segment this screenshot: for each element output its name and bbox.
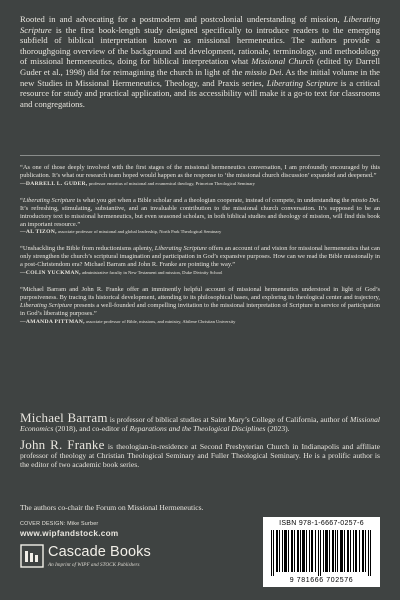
endorser-affiliation: administrative faculty in New Testament and mission, Duke Divinity School	[80, 270, 223, 276]
endorsement-quote: “Unshackling the Bible from reductionisms aplenty, Liberating Scripture offers an account of and vision for missional hermeneutics that can only strengthen the church’s scriptural imagination and participation in God’s expansive purposes. How can we read the Bible missionally in a post-Christendom era? Michael Barram and John R. Franke are pointing the way.”	[20, 245, 380, 269]
endorsement-quote: “Michael Barram and John R. Franke offer an imminently helpful account of missional hermeneutics understood in light of God’s purposiveness. By tracing its historical development, attending to its philosophical bases, and exploring its theological center and trajectory, Liberating Scripture presents a well-founded and compelling invitation to the missional interpretation of Scripture in service of participation in God’s liberating purposes.”	[20, 286, 380, 317]
book-description	[20, 14, 380, 109]
blurb-book-title: Liberating Scripture	[266, 77, 338, 88]
cascade-books-logo-icon	[20, 544, 44, 568]
isbn-barcode-digits: 9 781666 702576	[289, 577, 354, 584]
endorsement-tizon	[20, 197, 380, 237]
endorser-name: —COLIN YUCKMAN,	[20, 270, 81, 277]
publisher-url[interactable]: www.wipfandstock.com	[20, 529, 119, 538]
blurb-book-title: Liberating Scripture	[20, 14, 380, 35]
endorser-affiliation: professor emeritus of missional and ecumenical theology, Princeton Theological Seminary	[87, 180, 255, 186]
author-bios	[20, 411, 380, 474]
blurb-cited-title: Missional Church	[251, 56, 314, 67]
publisher-tagline: An Imprint of WIPF and STOCK Publishers	[48, 562, 140, 568]
endorsement-guder	[20, 164, 380, 188]
blurb-text: is a critical resource for study and practical application, and its accessibility will make it a go-to text for classrooms and congregations.	[20, 77, 380, 109]
blurb-text: is the first book-length study designed specifically to introduce readers to the emerging subfield of biblical interpretation known as missional hermeneutics. The authors provide a thoroughgoing overview of the background and development, rationale, terminology, and methodology of missional hermeneutics, doing for biblical interpretation what	[20, 24, 380, 67]
publisher-logo	[20, 542, 180, 580]
section-divider	[20, 155, 380, 156]
barcode	[269, 530, 374, 576]
endorser-name: —AMANDA PITTMAN,	[20, 318, 85, 325]
endorser-name: —DARRELL L. GUDER,	[20, 180, 88, 187]
co-chair-note: The authors co-chair the Forum on Missional Hermeneutics.	[20, 503, 204, 512]
book-title: Missional Economics	[20, 415, 380, 433]
endorsement-pittman	[20, 286, 380, 326]
endorsement-attribution	[20, 318, 380, 326]
author-bio-franke: John R. Franke is theologian-in-residence at Second Presbyterian Church in Indianapolis and affiliate professor of theology at Christian Theological Seminary and Fuller Theological Seminary. He is a prolific author is the editor of two academic book series.	[20, 437, 380, 469]
endorsement-quote: “Liberating Scripture is what you get when a Bible scholar and a theologian cooperate, instead of compete, in understanding the missio Dei. It’s refreshing, stimulating, substantive, and an invaluable contribution to the missional church conversation. It’s supposed to be an introductory text to missional hermeneutics, but even seasoned scholars, in both biblical studies and theology of mission, will find this book an important resource.”	[20, 196, 380, 228]
endorsements	[20, 164, 380, 335]
endorsement-attribution	[20, 228, 380, 236]
endorsement-yuckman	[20, 245, 380, 277]
publisher-name: Cascade Books	[48, 544, 151, 560]
endorsement-attribution	[20, 180, 380, 188]
blurb-text: Rooted in and advocating for a postmodern and postcolonial understanding of mission,	[20, 14, 344, 24]
isbn-barcode-box	[263, 517, 380, 587]
blurb-latin-term: missio Dei	[244, 66, 282, 77]
book-title: Reparations and the Theological Disciplines	[129, 424, 266, 433]
endorsement-quote: “As one of those deeply involved with the first stages of the missional hermeneutics conversation, I am profoundly encouraged by this publication. It’s what our research team hoped would happen as the response to ‘the missional church discussion’ expanded and deepened.”	[20, 164, 380, 179]
endorsement-attribution	[20, 269, 380, 277]
isbn-label: ISBN 978-1-6667-0257-6	[279, 520, 364, 527]
author-bio-barram: Michael Barram is professor of biblical studies at Saint Mary’s College of California, author of Missional Economics (2018), and co-editor of Reparations and the Theological Disciplines (2023).	[20, 410, 380, 433]
endorser-affiliation: associate professor of Bible, missions, and ministry, Abilene Christian University	[84, 318, 236, 324]
author-name: John R. Franke	[20, 437, 105, 452]
endorser-name: —AL TIZON,	[20, 229, 57, 236]
author-name: Michael Barram	[20, 410, 108, 425]
blurb-text: (edited by Darrell Guder et al., 1998) did for reimagining the church in light of the	[20, 56, 380, 77]
blurb-text: . As the initial volume in the new Studies in Missional Hermeneutics, Theology, and Praxis series,	[20, 66, 380, 88]
cover-design-credit: COVER DESIGN: Mike Surber	[20, 521, 99, 527]
endorser-affiliation: associate professor of missional and global leadership, North Park Theological Seminary	[56, 229, 222, 235]
